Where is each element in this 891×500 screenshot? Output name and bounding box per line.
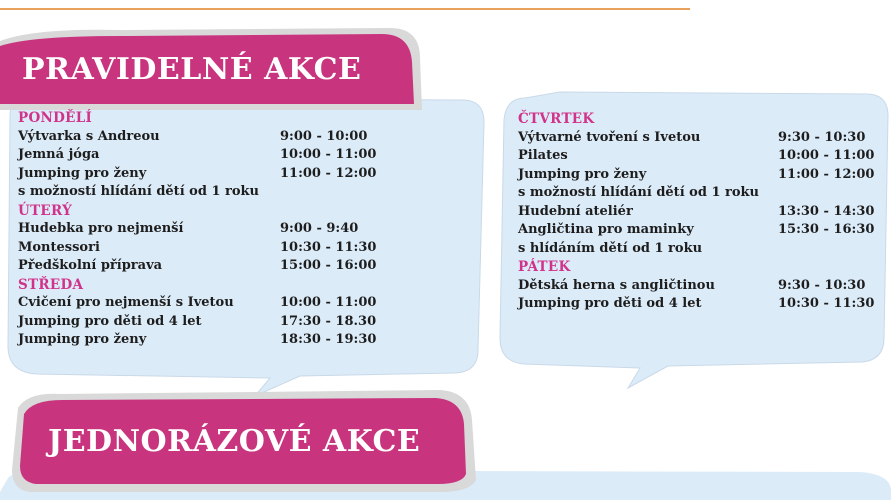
activity-time: 10:30 - 11:30 [280,239,377,255]
day-heading: PONDĚLÍ [18,110,93,126]
activity-name: Hudební ateliér [518,203,633,219]
activity-name: Pilates [518,148,568,163]
schedule-row [518,277,878,296]
schedule-row [18,165,378,184]
activity-name: Předškolní příprava [18,258,163,273]
activity-name: Hudebka pro nejmenší [18,221,184,236]
oneoff-events-title: JEDNORÁZOVÉ AKCE [48,424,421,459]
activity-time: 9:30 - 10:30 [778,129,866,145]
schedule-row [518,240,878,259]
activity-name: Jumping pro děti od 4 let [518,296,702,311]
schedule-row [18,313,378,332]
schedule-row [518,184,878,203]
schedule-row [518,295,878,314]
schedule-row [18,220,378,239]
schedule-row [518,147,878,166]
schedule-row [18,239,378,258]
schedule-row [18,146,378,165]
schedule-row [18,294,378,313]
activity-name: Jumping pro ženy [518,166,647,182]
day-heading: PÁTEK [518,259,571,275]
schedule-row [18,128,378,147]
activity-name: Jumping pro děti od 4 let [18,313,202,329]
activity-name: Jumping pro ženy [18,332,147,347]
schedule-row [18,183,378,202]
day-heading: STŘEDA [18,276,84,293]
schedule-row [518,221,878,240]
schedule-row [18,257,378,276]
regular-events-title: PRAVIDELNÉ AKCE [22,52,362,87]
activity-name: Jumping pro ženy [18,165,147,181]
activity-time: 15:30 - 16:30 [778,222,875,237]
activity-time: 13:30 - 14:30 [778,203,875,219]
activity-time: 17:30 - 18.30 [280,313,377,329]
day-heading: ÚTERÝ [18,202,73,219]
schedule-row [518,129,878,148]
activity-time: 18:30 - 19:30 [280,332,377,347]
activity-name: s možností hlídání dětí od 1 roku [18,184,259,199]
activity-name: Jemná jóga [18,147,100,162]
activity-time: 9:30 - 10:30 [778,277,866,293]
activity-time: 15:00 - 16:00 [280,258,377,273]
activity-name: Montessori [18,239,100,255]
activity-time: 10:00 - 11:00 [280,295,377,310]
activity-time: 9:00 - 10:00 [280,128,368,144]
activity-time: 11:00 - 12:00 [778,166,875,182]
right-schedule [518,110,878,314]
activity-name: Výtvarné tvoření s Ivetou [518,129,701,145]
day-heading: ČTVRTEK [518,111,595,127]
activity-name: s možností hlídání dětí od 1 roku [518,185,759,200]
left-schedule [18,109,378,350]
activity-name: Dětská herna s angličtinou [518,277,715,293]
activity-time: 10:00 - 11:00 [778,148,875,163]
activity-name: Angličtina pro maminky [518,222,694,237]
activity-name: s hlídáním dětí od 1 roku [518,240,703,256]
schedule-row [518,203,878,222]
activity-time: 9:00 - 9:40 [280,221,359,236]
schedule-row [518,166,878,185]
activity-time: 11:00 - 12:00 [280,165,377,181]
activity-time: 10:00 - 11:00 [280,147,377,162]
activity-name: Výtvarka s Andreou [18,128,160,144]
activity-name: Cvičení pro nejmenší s Ivetou [18,295,234,310]
activity-time: 10:30 - 11:30 [778,296,875,311]
schedule-row [18,331,378,350]
